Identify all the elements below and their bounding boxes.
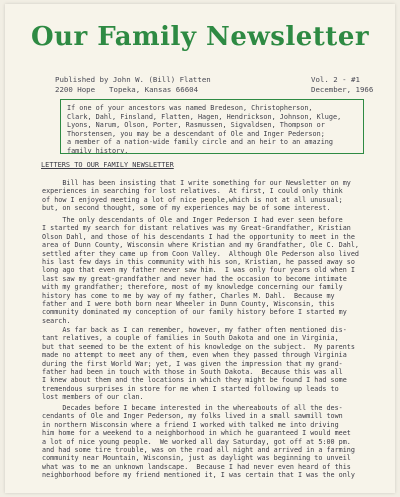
newsletter-page — [5, 4, 395, 493]
publisher-street: 2200 Hope — [55, 85, 96, 94]
publisher-address — [55, 85, 211, 95]
article-paragraph: Decades before I became interested in the whereabouts of all the des- cendants of Ole and Inger Pederson, my folks lived in a small sawmill town in northern Wisconsin where a friend I worked with talked me into driving him home for a weekend to a neighborhood in which he guaranteed I would meet a lot of nice young people. We worked all day Saturday, got off at 5:00 pm. and had some tire trouble, was on the road all night and arrived in a farming community near Mountain, Wisconsin, just as daylight was beginning to unveil what was to me an unknown landscape. Because I had never even heard of this neighborhood before my friend mentioned it, I was certain that I was the only — [42, 404, 355, 480]
publisher-name: Published by John W. (Bill) Flatten — [55, 75, 211, 84]
issue-date: December, 1966 — [311, 85, 374, 94]
issue-volume: Vol. 2 - #1 — [311, 75, 360, 84]
article-paragraph: The only descendants of Ole and Inger Pederson I had ever seen before I started my search for distant relatives was my Great-Grandfather, Kristian Olson Dahl, and those of his descendants I had the opportunity to meet in the area of Dunn County, Wisconsin where Kristian and my Grandfather, Ole C. Dahl, settled after they came up from Coon Valley. Although Ole Pederson also lived his last few days in this community with his son, Kristian, he passed away so long ago that even my father never saw him. I was only four years old when I last saw my great-grandfather and never had the occasion to become intimate with my grandfather; therefore, most of my knowledge concerning our family history has come to me by way of my father, Charles M. Dahl. Because my father and I were both born near Wheeler in Dunn County, Wisconsin, this community dominated my conception of our family history before I started my search. — [42, 216, 359, 325]
issue-info — [311, 75, 373, 95]
article-paragraph: Bill has been insisting that I write something for our Newsletter on my experiences in searching for lost relatives. At first, I could only think of how I enjoyed meeting a lot of nice people,which is not at all unusual; but, on second thought, some of my experiences may be of some interest. — [42, 179, 351, 213]
section-heading: LETTERS TO OUR FAMILY NEWSLETTER — [41, 161, 174, 169]
ancestor-notice-box: If one of your ancestors was named Bredeson, Christopherson, Clark, Dahl, Finsland, Flatten, Hagen, Hendrickson, Johnson, Kluge, Lyons, Narum, Olson, Porter, Rasmussen, Sigvaldsen, Thompson or Thorstensen, you may be a descendant of Ole and Inger Pederson; a member of a nation-wide family circle and an heir to an amazing family history. — [60, 99, 364, 154]
publisher-info — [55, 75, 211, 95]
publisher-city: Topeka, Kansas 66604 — [109, 85, 199, 94]
newsletter-title: Our Family Newsletter — [30, 22, 370, 52]
article-paragraph: As far back as I can remember, however, my father often mentioned dis- tant relatives, a couple of families in South Dakota and one in Virginia, but that seemed to be the extent of his knowledge on the subject. My parents made no attempt to meet any of them, even when they passed through Virginia during the first World War; yet, I was given the impression that my grand- father had been in touch with those in South Dakota. Because this was all I knew about them and the locations in which they might be found I had some tremendous surprises in store for me when I started following up leads to lost members of our clan. — [42, 326, 355, 402]
